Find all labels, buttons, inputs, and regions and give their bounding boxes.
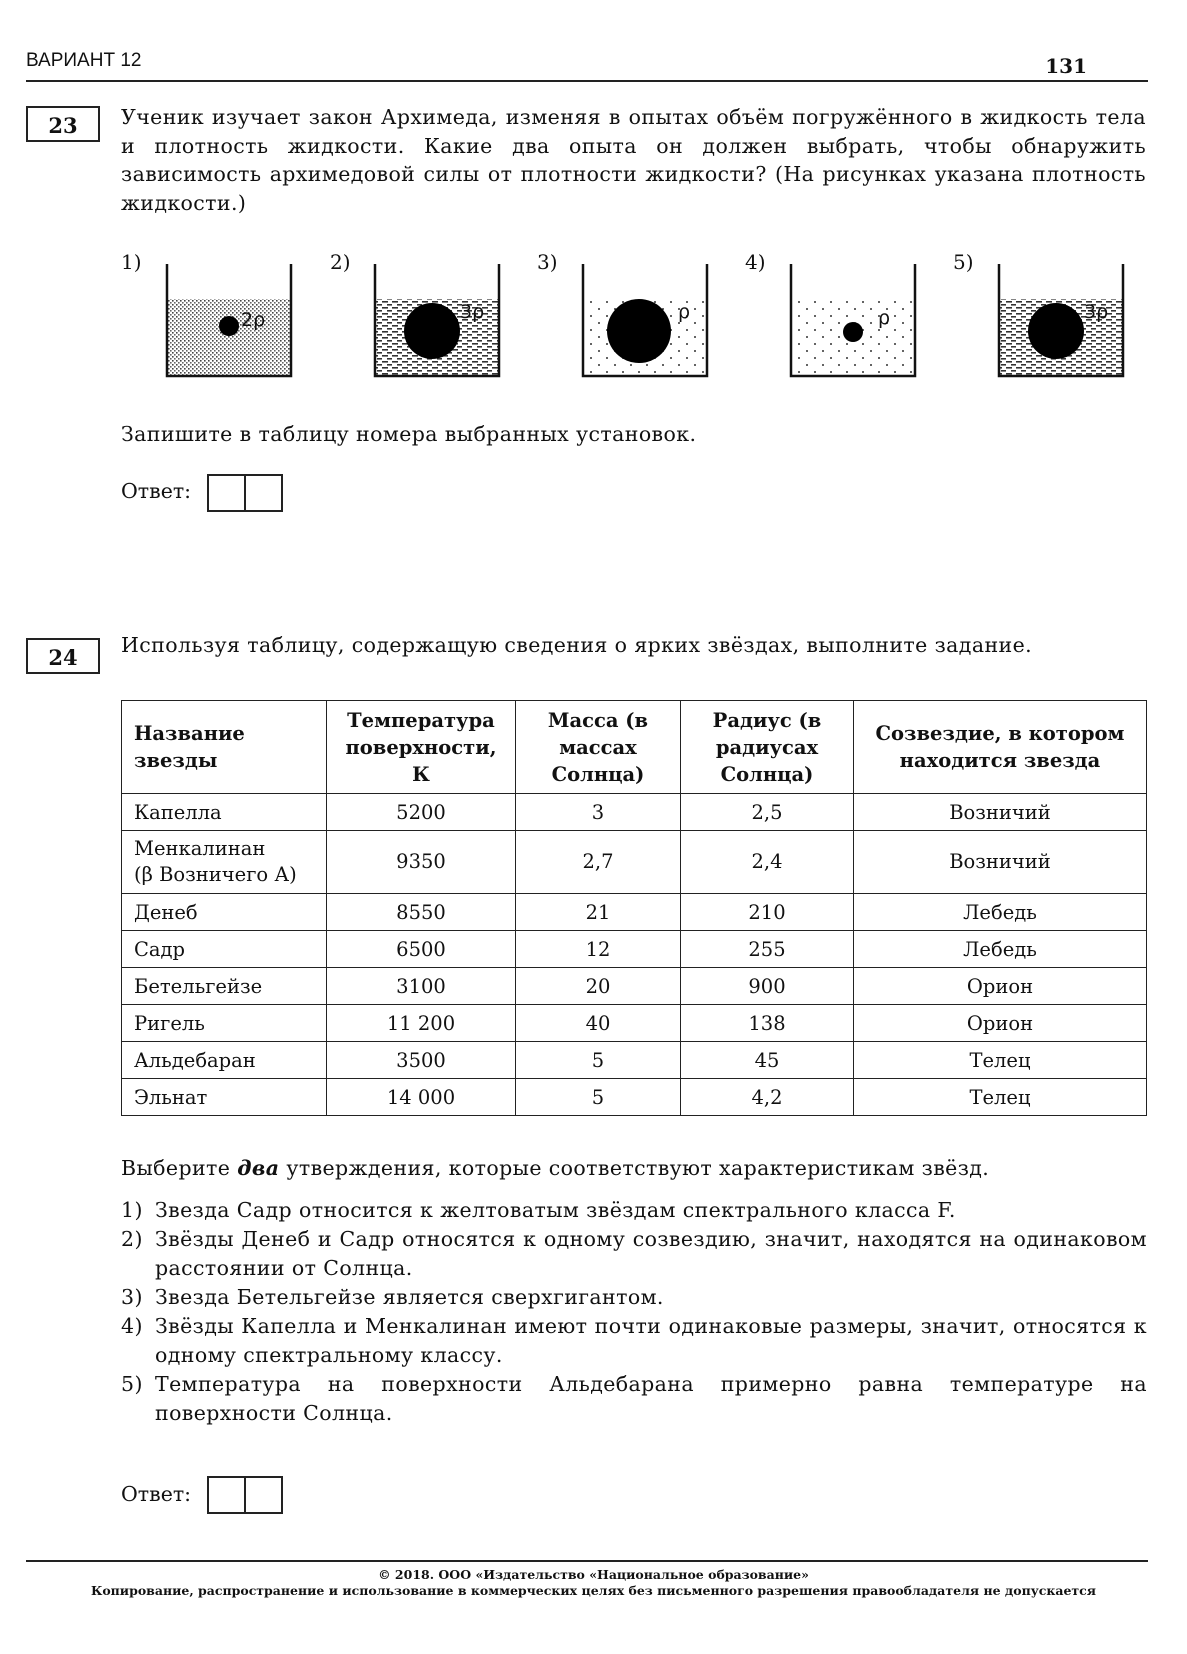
star-temperature: 3500 — [327, 1042, 516, 1079]
list-item — [121, 1312, 1147, 1370]
large-body-icon — [1028, 303, 1084, 359]
statement-text: Звёзды Денеб и Садр относятся к одному созвездию, значит, находятся на одинаковом расстоянии от Солнца. — [155, 1227, 1147, 1280]
task-24-choose-prompt — [121, 1156, 989, 1180]
statement-number: 1) — [121, 1198, 143, 1222]
star-temperature: 3100 — [327, 968, 516, 1005]
star-mass: 40 — [516, 1005, 681, 1042]
choose-emphasis: два — [237, 1156, 280, 1180]
vessel-density-label: 3ρ — [460, 301, 485, 323]
column-header: Масса (в массах Солнца) — [516, 701, 681, 794]
task-23-instruction: Запишите в таблицу номера выбранных установок. — [121, 422, 697, 446]
task-24-intro: Используя таблицу, содержащую сведения о ярких звёздах, выполните задание. — [121, 633, 1033, 657]
star-constellation: Возничий — [854, 831, 1147, 894]
column-header: Созвездие, в котором находится звезда — [854, 701, 1147, 794]
statement-number: 2) — [121, 1227, 143, 1251]
answer-cell[interactable] — [209, 1478, 246, 1512]
statements-list — [121, 1196, 1147, 1428]
small-body-icon — [219, 316, 239, 336]
answer-cell[interactable] — [209, 476, 246, 510]
small-body-icon — [843, 322, 863, 342]
vessel-density-label: 2ρ — [241, 309, 266, 331]
star-name-cell — [122, 831, 327, 894]
star-temperature: 14 000 — [327, 1079, 516, 1116]
task-24-number: 24 — [26, 638, 100, 674]
task-24-answer-label: Ответ: — [121, 1482, 192, 1506]
vessel-4-diagram — [788, 264, 918, 379]
answer-cell[interactable] — [246, 1478, 281, 1512]
table-row — [122, 831, 1147, 894]
star-radius: 2,5 — [681, 794, 854, 831]
task-23-text: Ученик изучает закон Архимеда, изменяя в опытах объём погружённого в жидкость тела и плотность жидкости. Какие два опыта он должен выбрать, чтобы обнаружить зависимость архимедовой силы от плотности жидкости? (На рисунках указана плотность жидкости.) — [121, 105, 1146, 215]
vessel-label: 1) — [121, 250, 142, 274]
footer-notice: Копирование, распространение и использование в коммерческих целях без письменного разрешения правообладателя не допускается — [90, 1583, 1097, 1598]
choose-before: Выберите — [121, 1156, 231, 1180]
table-row — [122, 1079, 1147, 1116]
vessel-3-diagram — [580, 264, 710, 379]
star-radius: 900 — [681, 968, 854, 1005]
list-item — [121, 1370, 1147, 1428]
star-temperature: 5200 — [327, 794, 516, 831]
footer-copyright: © 2018. ООО «Издательство «Национальное образование» — [378, 1567, 809, 1582]
stars-table — [121, 700, 1147, 1116]
large-body-icon — [404, 303, 460, 359]
star-constellation: Телец — [854, 1042, 1147, 1079]
vessel-density-label: 3ρ — [1084, 301, 1109, 323]
task-24-answer-box[interactable] — [207, 1476, 283, 1514]
statement-number: 5) — [121, 1372, 143, 1396]
star-temperature: 11 200 — [327, 1005, 516, 1042]
task-23-number: 23 — [26, 106, 100, 142]
statement-text: Звёзды Капелла и Менкалинан имеют почти одинаковые размеры, значит, относятся к одному спектральному классу. — [155, 1314, 1147, 1367]
star-radius: 255 — [681, 931, 854, 968]
task-23-answer-label: Ответ: — [121, 479, 192, 503]
star-name: Альдебаран — [122, 1042, 327, 1079]
star-name: Бетельгейзе — [122, 968, 327, 1005]
table-row — [122, 1042, 1147, 1079]
answer-cell[interactable] — [246, 476, 281, 510]
star-radius: 45 — [681, 1042, 854, 1079]
task-23-answer-box[interactable] — [207, 474, 283, 512]
statement-text: Звезда Бетельгейзе является сверхгигантом. — [155, 1285, 664, 1309]
large-body-icon — [607, 299, 671, 363]
star-mass: 5 — [516, 1079, 681, 1116]
column-header: Температура поверхности, К — [327, 701, 516, 794]
page-number: 131 — [1045, 54, 1087, 78]
star-constellation: Орион — [854, 1005, 1147, 1042]
table-row — [122, 931, 1147, 968]
column-header: Радиус (в радиусах Солнца) — [681, 701, 854, 794]
star-name: Капелла — [122, 794, 327, 831]
statement-number: 4) — [121, 1314, 143, 1338]
star-radius: 138 — [681, 1005, 854, 1042]
star-radius: 210 — [681, 894, 854, 931]
star-name: Ригель — [122, 1005, 327, 1042]
statement-number: 3) — [121, 1285, 143, 1309]
star-name-note: (β Возничего А) — [134, 863, 297, 886]
choose-after: утверждения, которые соответствуют характеристикам звёзд. — [286, 1156, 990, 1180]
star-mass: 2,7 — [516, 831, 681, 894]
star-radius: 4,2 — [681, 1079, 854, 1116]
star-temperature: 9350 — [327, 831, 516, 894]
star-mass: 20 — [516, 968, 681, 1005]
vessel-2-diagram — [372, 264, 502, 379]
list-item — [121, 1225, 1147, 1283]
vessel-label: 3) — [537, 250, 558, 274]
star-mass: 3 — [516, 794, 681, 831]
statement-text: Температура на поверхности Альдебарана примерно равна температуре на поверхности Солнца. — [155, 1372, 1147, 1425]
star-temperature: 6500 — [327, 931, 516, 968]
star-constellation: Лебедь — [854, 894, 1147, 931]
vessel-1-diagram — [164, 264, 294, 379]
star-name: Менкалинан — [134, 837, 266, 860]
star-radius: 2,4 — [681, 831, 854, 894]
statement-text: Звезда Садр относится к желтоватым звёздам спектрального класса F. — [155, 1198, 956, 1222]
table-row — [122, 968, 1147, 1005]
table-row — [122, 794, 1147, 831]
star-constellation: Телец — [854, 1079, 1147, 1116]
column-header: Название звезды — [122, 701, 327, 794]
variant-title: ВАРИАНТ 12 — [26, 50, 142, 71]
star-constellation: Орион — [854, 968, 1147, 1005]
star-name: Денеб — [122, 894, 327, 931]
star-mass: 5 — [516, 1042, 681, 1079]
table-header-row — [122, 701, 1147, 794]
star-name: Эльнат — [122, 1079, 327, 1116]
header-divider — [26, 80, 1148, 82]
footer-divider — [26, 1560, 1148, 1562]
table-row — [122, 1005, 1147, 1042]
list-item — [121, 1196, 1147, 1225]
star-mass: 21 — [516, 894, 681, 931]
vessel-label: 5) — [953, 250, 974, 274]
vessel-label: 4) — [745, 250, 766, 274]
vessel-density-label: ρ — [878, 307, 891, 329]
star-constellation: Лебедь — [854, 931, 1147, 968]
vessel-5-diagram — [996, 264, 1126, 379]
star-mass: 12 — [516, 931, 681, 968]
table-row — [122, 894, 1147, 931]
vessel-density-label: ρ — [678, 301, 691, 323]
star-temperature: 8550 — [327, 894, 516, 931]
star-name: Садр — [122, 931, 327, 968]
star-constellation: Возничий — [854, 794, 1147, 831]
list-item — [121, 1283, 1147, 1312]
vessel-label: 2) — [330, 250, 351, 274]
